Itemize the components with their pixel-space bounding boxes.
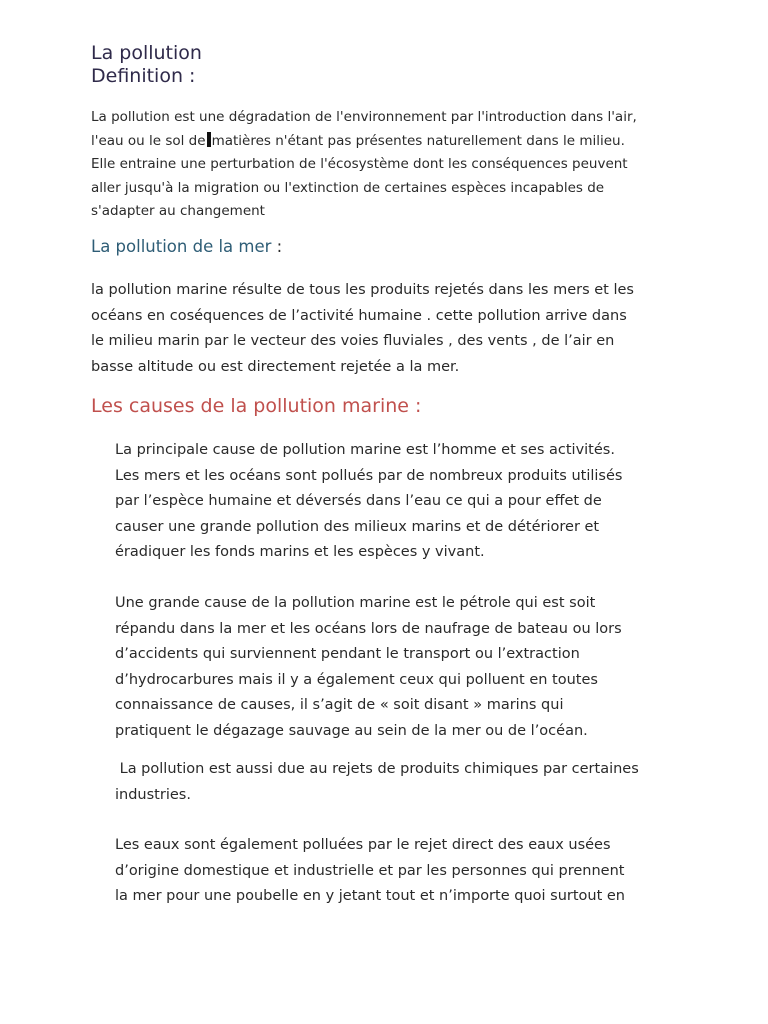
text-line: pratiquent le dégazage sauvage au sein de la mer ou de l’océan.: [115, 722, 588, 739]
text-cursor: [207, 132, 211, 147]
text-line: connaissance de causes, il s’agit de « soit disant » marins qui: [115, 697, 564, 714]
text-line: s'adapter au changement: [91, 203, 265, 220]
document-title: [91, 42, 202, 88]
text-line: causer une grande pollution des milieux marins et de détériorer et: [115, 518, 600, 535]
causes-paragraph[interactable]: [115, 591, 715, 745]
text-line: par l’espèce humaine et déversés dans l’eau ce qui a pour effet de: [115, 493, 602, 510]
text-line: la mer pour une poubelle en y jetant tout et n’importe quoi surtout en: [115, 888, 625, 905]
text-line: La principale cause de pollution marine est l’homme et ses activités.: [115, 442, 615, 458]
text-line: éradiquer les fonds marins et les espèces y vivant.: [115, 544, 485, 561]
text-line: d’origine domestique et industrielle et par les personnes qui prennent: [115, 862, 625, 879]
text-line: [91, 130, 691, 154]
section-heading-mer: [91, 237, 282, 256]
text-line: Les mers et les océans sont pollués par de nombreux produits utilisés: [115, 467, 623, 484]
text-line: La pollution est une dégradation de l'environnement par l'introduction dans l'air,: [91, 109, 637, 125]
text-line: le milieu marin par le vecteur des voies fluviales , des vents , de l’air en: [91, 333, 615, 349]
text-line: répandu dans la mer et les océans lors de naufrage de bateau ou lors: [115, 620, 622, 637]
causes-paragraph[interactable]: [115, 757, 715, 808]
definition-heading: Definition :: [91, 65, 196, 87]
title-line: La pollution: [91, 42, 202, 64]
heading-colon: :: [271, 237, 283, 256]
text-line: industries.: [115, 786, 191, 803]
text-line: d’accidents qui surviennent pendant le transport ou l’extraction: [115, 646, 580, 663]
definition-paragraph[interactable]: [91, 106, 691, 224]
text-line: d’hydrocarbures mais il y a également ceux qui polluent en toutes: [115, 671, 598, 688]
text-line: Les eaux sont également polluées par le rejet direct des eaux usées: [115, 837, 611, 853]
text-line: Elle entraine une perturbation de l'écosystème dont les conséquences peuvent: [91, 156, 628, 173]
text-line: basse altitude ou est directement rejetée a la mer.: [91, 358, 460, 375]
text-fragment: matières n'étant pas présentes naturellement dans le milieu.: [211, 132, 625, 149]
text-line: Une grande cause de la pollution marine est le pétrole qui est soit: [115, 595, 596, 611]
text-line: la pollution marine résulte de tous les produits rejetés dans les mers et les: [91, 282, 634, 298]
text-line: océans en coséquences de l’activité humaine . cette pollution arrive dans: [91, 307, 627, 324]
section-heading-causes: Les causes de la pollution marine :: [91, 395, 422, 417]
causes-paragraph[interactable]: [115, 833, 715, 910]
text-fragment: l'eau ou le sol de: [91, 132, 206, 149]
mer-paragraph[interactable]: [91, 278, 691, 380]
causes-paragraph[interactable]: [115, 438, 715, 566]
text-line: aller jusqu'à la migration ou l'extinction de certaines espèces incapables de: [91, 179, 605, 196]
heading-text: La pollution de la mer: [91, 237, 272, 256]
text-line: La pollution est aussi due au rejets de produits chimiques par certaines: [115, 761, 639, 777]
